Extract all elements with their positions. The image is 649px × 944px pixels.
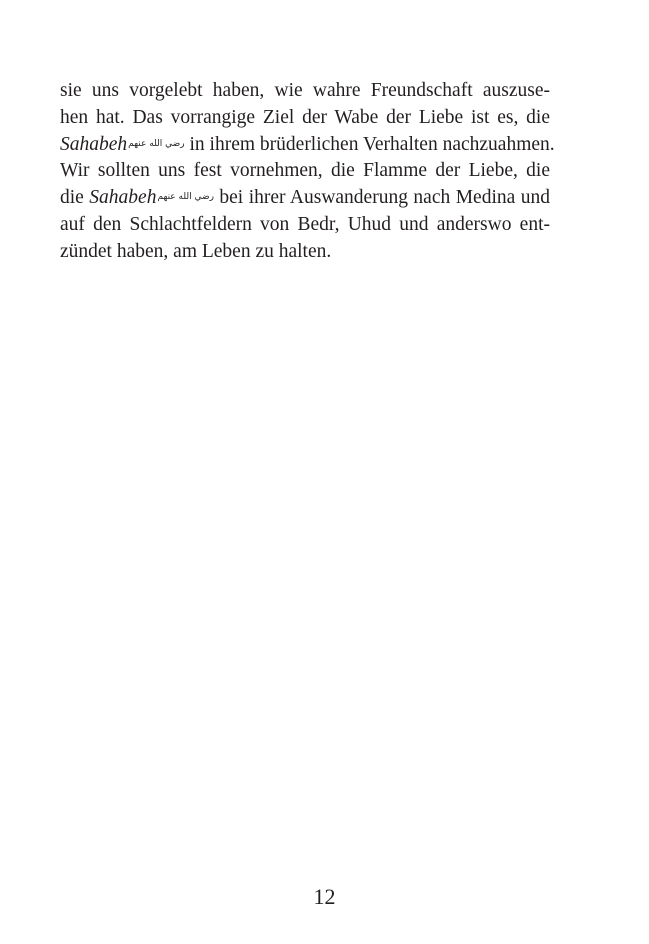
page-number: 12 — [313, 884, 336, 909]
text-line: zündet haben, am Leben zu halten. — [60, 240, 332, 262]
text-line: Wir sollten uns fest vornehmen, die Flamme der Liebe, die — [60, 160, 550, 182]
text-line: sie uns vorgelebt haben, wie wahre Freundschaft auszuse- — [60, 80, 550, 101]
text-fragment: in ihrem brüderlichen Verhalten nachzuahmen. — [184, 133, 555, 155]
sahabeh-term: Sahabeh — [89, 187, 157, 209]
body-text — [60, 78, 555, 266]
text-line — [60, 185, 550, 212]
text-fragment: die — [60, 187, 90, 209]
honorific-glyph: رضي الله عنهم — [157, 192, 214, 203]
text-line — [60, 132, 555, 159]
honorific-glyph: رضي الله عنهم — [128, 138, 185, 149]
text-fragment: bei ihrer Auswanderung nach Medina und — [213, 187, 550, 209]
text-line: auf den Schlachtfeldern von Bedr, Uhud und anderswo ent- — [60, 213, 550, 235]
text-line: hen hat. Das vorrangige Ziel der Wabe der Liebe ist es, die — [60, 106, 550, 128]
sahabeh-term: Sahabeh — [60, 133, 128, 155]
